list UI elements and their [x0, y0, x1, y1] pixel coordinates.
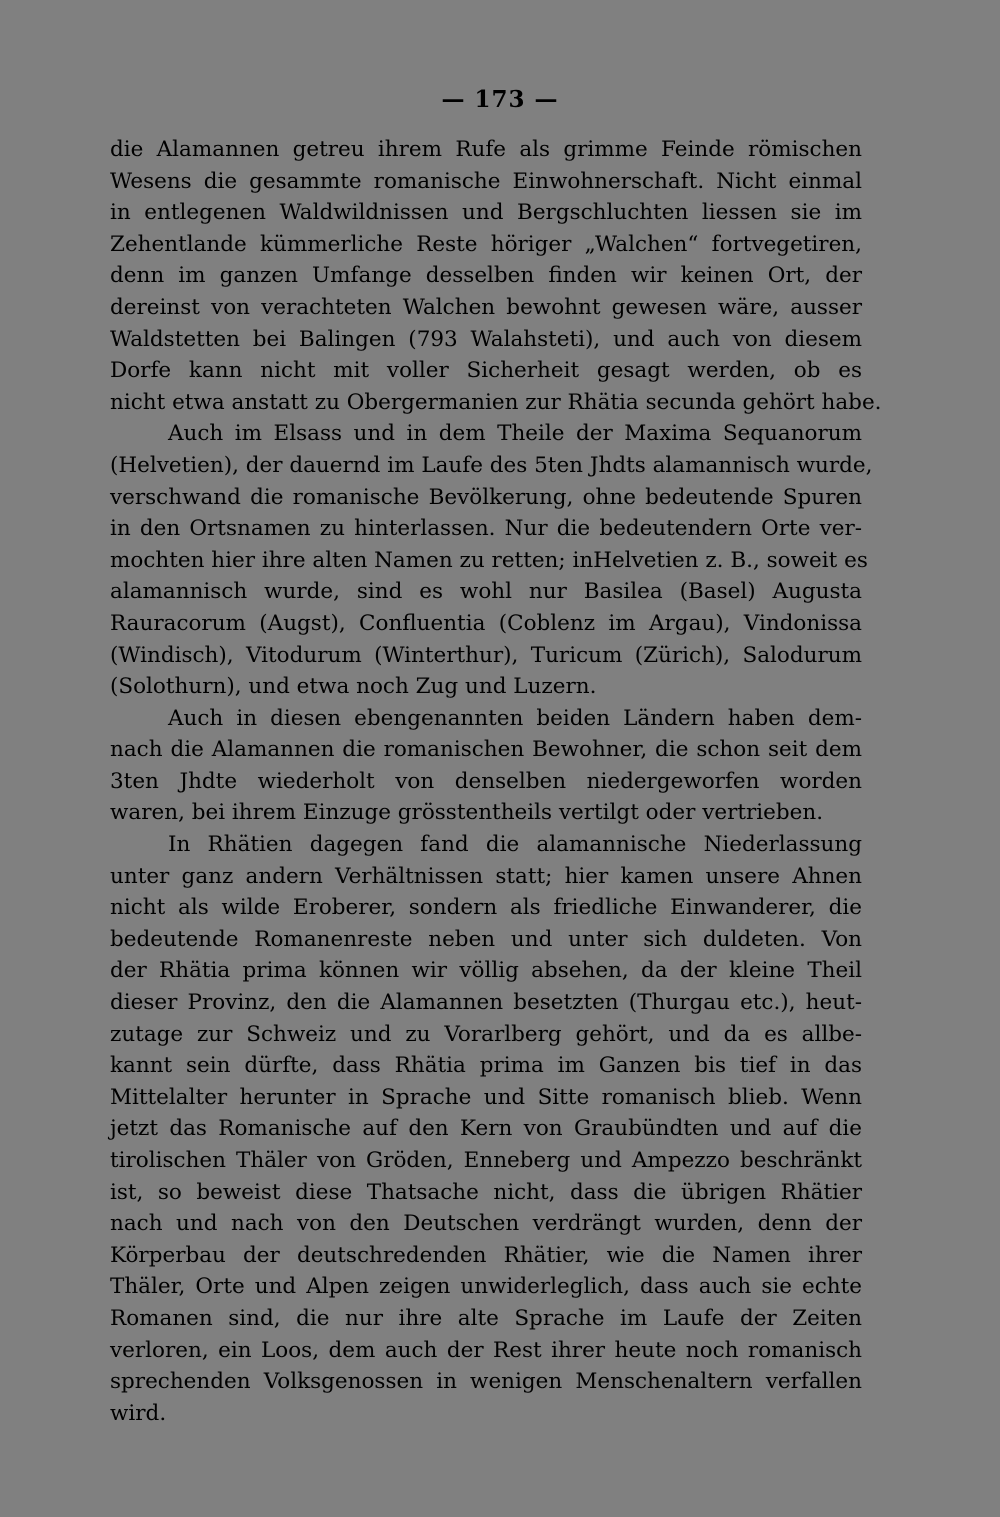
text-line: Waldstetten bei Balingen (793 Walahsteti), und auch von diesem: [110, 326, 862, 352]
text-line: Dorfe kann nicht mit voller Sicherheit gesagt werden, ob es: [110, 358, 862, 384]
text-line: dieser Provinz, den die Alamannen besetzten (Thurgau etc.), heut-: [110, 990, 862, 1016]
text-line: bedeutende Romanenreste neben und unter sich duldeten. Von: [110, 926, 862, 952]
body-text: [110, 134, 882, 1429]
text-line: Körperbau der deutschredenden Rhätier, wie die Namen ihrer: [110, 1242, 862, 1268]
text-line: Rauracorum (Augst), Confluentia (Coblenz im Argau), Vindonissa: [110, 610, 862, 636]
text-line: in entlegenen Waldwildnissen und Bergschluchten liessen sie im: [110, 200, 862, 226]
text-line: In Rhätien dagegen fand die alamannische Niederlassung: [168, 832, 862, 858]
text-line: nicht als wilde Eroberer, sondern als friedliche Einwanderer, die: [110, 895, 862, 921]
text-line: zutage zur Schweiz und zu Vorarlberg gehört, und da es allbe-: [110, 1021, 862, 1047]
text-line: kannt sein dürfte, dass Rhätia prima im Ganzen bis tief in das: [110, 1053, 862, 1079]
page-number: — 173 —: [441, 86, 559, 113]
text-line: waren, bei ihrem Einzuge grösstentheils vertilgt oder vertrieben.: [110, 800, 824, 826]
text-line: der Rhätia prima können wir völlig absehen, da der kleine Theil: [110, 958, 862, 984]
text-line: verschwand die romanische Bevölkerung, ohne bedeutende Spuren: [110, 484, 862, 510]
text-line: 3ten Jhdte wiederholt von denselben niedergeworfen worden: [110, 768, 862, 794]
text-line: alamannisch wurde, sind es wohl nur Basilea (Basel) Augusta: [110, 579, 862, 605]
text-line: Wesens die gesammte romanische Einwohnerschaft. Nicht einmal: [110, 168, 862, 194]
text-line: wird.: [110, 1400, 167, 1426]
text-line: nach und nach von den Deutschen verdrängt wurden, denn der: [110, 1211, 862, 1237]
text-line: Romanen sind, die nur ihre alte Sprache im Laufe der Zeiten: [110, 1305, 862, 1331]
text-line: nach die Alamannen die romanischen Bewohner, die schon seit dem: [110, 737, 862, 763]
text-line: (Helvetien), der dauernd im Laufe des 5ten Jhdts alamannisch wurde,: [110, 452, 873, 478]
text-line: jetzt das Romanische auf den Kern von Graubündten und auf die: [110, 1116, 862, 1142]
text-line: tirolischen Thäler von Gröden, Enneberg und Ampezzo beschränkt: [110, 1148, 862, 1173]
text-line: mochten hier ihre alten Namen zu retten; inHelvetien z. B., soweit es: [110, 547, 868, 573]
text-line: dereinst von verachteten Walchen bewohnt gewesen wäre, ausser: [110, 294, 862, 320]
text-line: (Windisch), Vitodurum (Winterthur), Turicum (Zürich), Salodurum: [110, 642, 862, 668]
text-line: Auch in diesen ebengenannten beiden Ländern haben dem-: [168, 705, 862, 731]
text-line: in den Ortsnamen zu hinterlassen. Nur die bedeutendern Orte ver-: [110, 516, 862, 542]
text-line: Thäler, Orte und Alpen zeigen unwiderleglich, dass auch sie echte: [110, 1274, 862, 1300]
text-line: Zehentlande kümmerliche Reste höriger „Walchen“ fortvegetiren,: [110, 231, 862, 257]
text-line: nicht etwa anstatt zu Obergermanien zur Rhätia secunda gehört habe.: [110, 389, 882, 415]
text-line: die Alamannen getreu ihrem Rufe als grimme Feinde römischen: [110, 137, 862, 162]
text-line: (Solothurn), und etwa noch Zug und Luzern.: [110, 674, 597, 700]
text-line: verloren, ein Loos, dem auch der Rest ihrer heute noch romanisch: [110, 1337, 862, 1363]
text-line: unter ganz andern Verhältnissen statt; hier kamen unsere Ahnen: [110, 863, 862, 889]
text-line: ist, so beweist diese Thatsache nicht, dass die übrigen Rhätier: [110, 1179, 862, 1205]
text-line: Mittelalter herunter in Sprache und Sitte romanisch blieb. Wenn: [110, 1084, 862, 1110]
text-line: denn im ganzen Umfange desselben finden wir keinen Ort, der: [110, 263, 862, 289]
text-line: Auch im Elsass und in dem Theile der Maxima Sequanorum: [168, 421, 862, 447]
text-line: sprechenden Volksgenossen in wenigen Menschenaltern verfallen: [110, 1369, 862, 1395]
